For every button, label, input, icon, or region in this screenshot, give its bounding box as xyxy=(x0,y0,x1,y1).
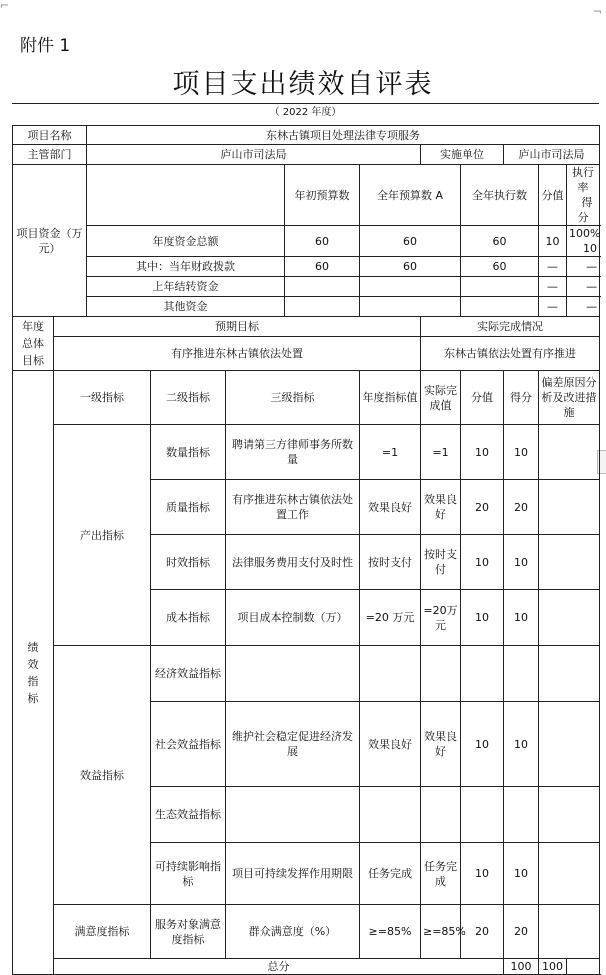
impl-label: 实施单位 xyxy=(421,145,504,165)
fund-row-label: 其中：当年财政拨款 xyxy=(87,257,285,277)
fund-exec: 60 xyxy=(461,226,539,257)
score-cell: 20 xyxy=(504,905,539,959)
actual-cell: 效果良好 xyxy=(421,480,461,535)
fund-rate: 100% xyxy=(569,227,601,240)
score-cell: 20 xyxy=(504,480,539,535)
header-remark: 偏差原因分析及改进措施 xyxy=(539,371,600,425)
score-cell: 10 xyxy=(504,843,539,905)
target-cell: =20 万元 xyxy=(360,590,421,646)
col-rate: 执行率 xyxy=(572,166,595,194)
level3-cell xyxy=(226,787,360,843)
remark-cell xyxy=(539,787,600,843)
corner-mark-top-right: ¬ xyxy=(592,5,602,18)
level3-cell: 维护社会稳定促进经济发展 xyxy=(226,702,360,787)
actual-cell xyxy=(421,646,461,702)
weight-cell: 10 xyxy=(461,702,504,787)
remark-cell xyxy=(539,843,600,905)
level2-cell: 成本指标 xyxy=(151,590,226,646)
level2-cell: 质量指标 xyxy=(151,480,226,535)
col-rate-score xyxy=(567,165,600,226)
expected-header: 预期目标 xyxy=(54,317,421,337)
project-name-label: 项目名称 xyxy=(13,126,87,145)
remark-cell xyxy=(539,646,600,702)
fund-exec xyxy=(461,297,539,317)
target-cell: 任务完成 xyxy=(360,843,421,905)
fund-initial: 60 xyxy=(285,257,360,277)
level3-cell: 群众满意度（%） xyxy=(226,905,360,959)
level2-cell: 数量指标 xyxy=(151,425,226,480)
page-title: 项目支出绩效自评表 xyxy=(172,69,434,100)
level3-cell: 法律服务费用支付及时性 xyxy=(226,535,360,590)
fund-rate-score xyxy=(567,297,600,317)
target-cell: ≥=85% xyxy=(360,905,421,959)
fund-full: 60 xyxy=(360,226,461,257)
remark-cell xyxy=(539,535,600,590)
indicators-label: 绩效指标 xyxy=(13,371,54,975)
weight-cell xyxy=(461,646,504,702)
fund-full: 60 xyxy=(360,257,461,277)
remark-cell xyxy=(539,480,600,535)
fund-score: — xyxy=(586,260,598,273)
actual-cell: =20万元 xyxy=(421,590,461,646)
header-weight: 分值 xyxy=(461,371,504,425)
remark-cell xyxy=(539,702,600,787)
fund-row-label: 上年结转资金 xyxy=(87,277,285,297)
weight-cell xyxy=(461,787,504,843)
actual-goal: 东林古镇依法处置有序推进 xyxy=(421,337,600,371)
fund-rate-score xyxy=(567,226,600,257)
actual-cell: =1 xyxy=(421,425,461,480)
total-weight: 100 xyxy=(504,959,539,975)
target-cell: 按时支付 xyxy=(360,535,421,590)
actual-cell: 任务完成 xyxy=(421,843,461,905)
remark-cell xyxy=(539,590,600,646)
header-level1: 一级指标 xyxy=(54,371,151,425)
total-remark xyxy=(567,959,600,975)
score-cell: 10 xyxy=(504,590,539,646)
target-cell: 效果良好 xyxy=(360,702,421,787)
target-cell: =1 xyxy=(360,425,421,480)
level2-cell: 服务对象满意度指标 xyxy=(151,905,226,959)
weight-cell: 10 xyxy=(461,843,504,905)
impl-value: 庐山市司法局 xyxy=(504,145,600,165)
header-score: 得分 xyxy=(504,371,539,425)
funds-corner xyxy=(87,165,285,226)
corner-mark-top-left: ⌐ xyxy=(0,0,10,12)
level3-cell: 项目成本控制数（万） xyxy=(226,590,360,646)
col-score: 得分 xyxy=(577,196,593,224)
level2-cell: 经济效益指标 xyxy=(151,646,226,702)
score-cell xyxy=(504,787,539,843)
header-actual: 实际完成值 xyxy=(421,371,461,425)
remark-cell xyxy=(539,425,600,480)
project-name-value: 东林古镇项目处理法律专项服务 xyxy=(87,126,600,145)
fund-row-label: 其他资金 xyxy=(87,297,285,317)
actual-cell: ≥=85% xyxy=(421,905,461,959)
fund-score: 10 xyxy=(583,242,598,255)
level2-cell: 社会效益指标 xyxy=(151,702,226,787)
fund-row-label: 年度资金总额 xyxy=(87,226,285,257)
header-level3: 三级指标 xyxy=(226,371,360,425)
level3-cell xyxy=(226,646,360,702)
col-full-budget: 全年预算数 A xyxy=(360,165,461,226)
fund-exec xyxy=(461,277,539,297)
fund-weight: — xyxy=(539,277,567,297)
weight-cell: 10 xyxy=(461,590,504,646)
header-level2: 二级指标 xyxy=(151,371,226,425)
fund-exec: 60 xyxy=(461,257,539,277)
output-label: 产出指标 xyxy=(54,425,151,646)
dept-label: 主管部门 xyxy=(13,145,87,165)
fund-score: — xyxy=(586,300,598,313)
year-note: （ 2022 年度） xyxy=(269,107,342,118)
target-cell: 效果良好 xyxy=(360,480,421,535)
level2-cell: 时效指标 xyxy=(151,535,226,590)
fund-initial xyxy=(285,297,360,317)
expected-goal: 有序推进东林古镇依法处置 xyxy=(54,337,421,371)
fund-score: — xyxy=(586,280,598,293)
level3-cell: 有序推进东林古镇依法处置工作 xyxy=(226,480,360,535)
actual-cell xyxy=(421,787,461,843)
weight-cell: 10 xyxy=(461,425,504,480)
col-weight: 分值 xyxy=(539,165,567,226)
satisfaction-label: 满意度指标 xyxy=(54,905,151,959)
dept-value: 庐山市司法局 xyxy=(87,145,421,165)
attachment-label: 附件 1 xyxy=(20,36,71,56)
score-cell xyxy=(504,646,539,702)
fund-weight: — xyxy=(539,257,567,277)
level2-cell: 生态效益指标 xyxy=(151,787,226,843)
actual-header: 实际完成情况 xyxy=(421,317,600,337)
fund-rate-score xyxy=(567,257,600,277)
fund-rate-score xyxy=(567,277,600,297)
header-target: 年度指标值 xyxy=(360,371,421,425)
fund-initial xyxy=(285,277,360,297)
fund-weight: 10 xyxy=(539,226,567,257)
target-cell xyxy=(360,787,421,843)
weight-cell: 20 xyxy=(461,905,504,959)
total-score: 100 xyxy=(539,959,567,975)
weight-cell: 10 xyxy=(461,535,504,590)
level2-cell: 可持续影响指标 xyxy=(151,843,226,905)
fund-weight: — xyxy=(539,297,567,317)
level3-cell: 项目可持续发挥作用期限 xyxy=(226,843,360,905)
target-cell xyxy=(360,646,421,702)
remark-cell xyxy=(539,905,600,959)
actual-cell: 按时支付 xyxy=(421,535,461,590)
level3-cell: 聘请第三方律师事务所数量 xyxy=(226,425,360,480)
fund-full xyxy=(360,277,461,297)
fund-initial: 60 xyxy=(285,226,360,257)
score-cell: 10 xyxy=(504,535,539,590)
fund-full xyxy=(360,297,461,317)
col-exec: 全年执行数 xyxy=(461,165,539,226)
total-label: 总分 xyxy=(54,959,504,975)
goals-label: 年度总体目标 xyxy=(13,317,54,371)
actual-cell: 效果良好 xyxy=(421,702,461,787)
funds-label: 项目资金（万元） xyxy=(13,165,87,317)
col-initial-budget: 年初预算数 xyxy=(285,165,360,226)
score-cell: 10 xyxy=(504,425,539,480)
benefit-label: 效益指标 xyxy=(54,646,151,905)
evaluation-table xyxy=(12,125,600,975)
weight-cell: 20 xyxy=(461,480,504,535)
score-cell: 10 xyxy=(504,702,539,787)
